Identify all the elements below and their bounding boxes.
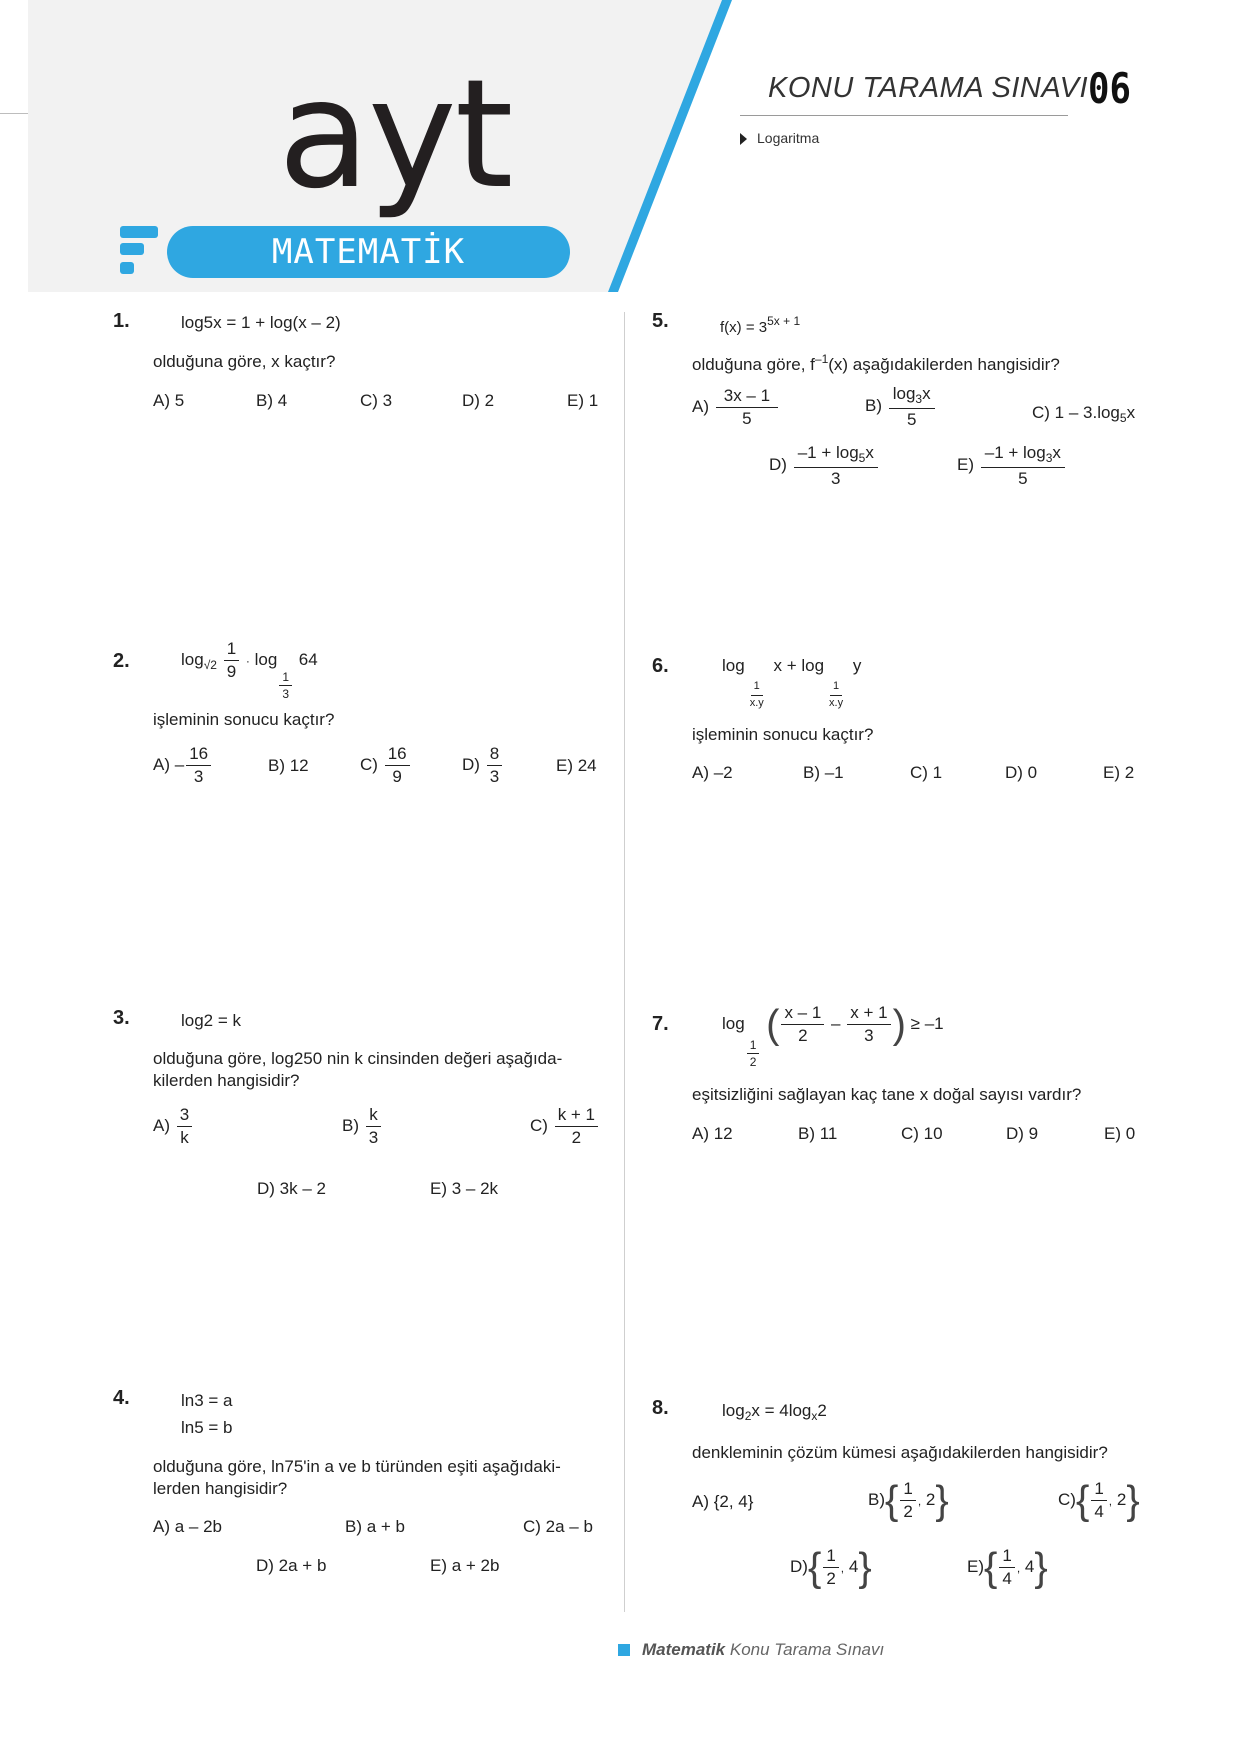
question-3-text: olduğuna göre, log250 nin k cinsinden değeri aşağıda-kilerden hangisidir? xyxy=(153,1049,563,1090)
question-4-option-d[interactable]: D) 2a + b xyxy=(256,1556,327,1575)
question-4-option-c[interactable]: C) 2a – b xyxy=(523,1517,593,1536)
question-5-number: 5. xyxy=(652,310,669,332)
question-7-number: 7. xyxy=(652,1013,669,1035)
question-6-text: işleminin sonucu kaçtır? xyxy=(692,725,874,744)
question-7-expression: log $\frac{1}{2}$ ( $\frac{x - 1}{2}$ – $\frac{x + 1}{3}$ ) ≥ –1 xyxy=(722,1002,944,1070)
brand-logo: ayt xyxy=(278,48,512,222)
question-2-option-c[interactable]: C) $\frac{16}{9}$ xyxy=(360,745,412,786)
question-1-number: 1. xyxy=(113,310,130,332)
question-6-option-b[interactable]: B) –1 xyxy=(803,763,844,782)
question-6-option-e[interactable]: E) 2 xyxy=(1103,763,1135,782)
question-4-text: olduğuna göre, ln75'in a ve b türünden eşiti aşağıdaki-lerden hangisidir? xyxy=(153,1457,561,1498)
question-2-number: 2. xyxy=(113,650,130,672)
question-8-option-e[interactable]: E){ $\frac{1}{4}$ , 4} xyxy=(967,1545,1048,1590)
question-8-option-b[interactable]: B){ $\frac{1}{2}$ , 2} xyxy=(868,1478,949,1523)
question-5-option-b[interactable]: B) $\frac{\log_3x}{5}$ xyxy=(865,385,937,428)
footer-text: Matematik Konu Tarama Sınavı xyxy=(642,1640,885,1659)
question-1-text: olduğuna göre, x kaçtır? xyxy=(153,352,336,371)
question-5-option-c[interactable]: C) $1 - 3.\log_5x$ xyxy=(1032,403,1136,425)
question-4-option-a[interactable]: A) a – 2b xyxy=(153,1517,222,1536)
question-6-number: 6. xyxy=(652,655,669,677)
question-3-option-d[interactable]: D) 3k – 2 xyxy=(257,1179,326,1198)
question-2-option-b[interactable]: B) 12 xyxy=(268,756,309,775)
question-3-given: log2 = k xyxy=(181,1011,242,1030)
question-1-option-e[interactable]: E) 1 xyxy=(567,391,599,410)
question-2-option-e[interactable]: E) 24 xyxy=(556,756,597,775)
question-8-option-a[interactable]: A) {2, 4} xyxy=(692,1492,754,1511)
question-6-option-c[interactable]: C) 1 xyxy=(910,763,943,782)
question-3-option-c[interactable]: C) $\frac{k + 1}{2}$ xyxy=(530,1106,600,1147)
question-5-text: olduğuna göre, $f^{-1}(x)$ aşağıdakilerden hangisidir? xyxy=(692,352,1060,374)
question-2-expression: $\log_{√2}$ $\frac{1}{9}$ · log $\frac{1}{3}$ 64 xyxy=(181,639,318,702)
question-4-option-e[interactable]: E) a + 2b xyxy=(430,1556,500,1575)
question-2-text: işleminin sonucu kaçtır? xyxy=(153,710,335,729)
question-1-given: log5x = 1 + log(x – 2) xyxy=(181,313,341,332)
question-2-option-d[interactable]: D) $\frac{8}{3}$ xyxy=(462,745,504,786)
question-4-given-1: ln3 = a xyxy=(181,1391,233,1410)
series-title-underline xyxy=(740,115,1068,116)
question-7-option-b[interactable]: B) 11 xyxy=(798,1124,838,1143)
question-2-option-a[interactable]: A) – $\frac{16}{3}$ xyxy=(153,745,213,786)
question-6-option-a[interactable]: A) –2 xyxy=(692,763,733,782)
footer-square-icon xyxy=(618,1644,630,1656)
question-5-option-e[interactable]: E) $\frac{-1 + \log_3x}{5}$ xyxy=(957,444,1067,487)
question-3-number: 3. xyxy=(113,1007,130,1029)
question-8-option-c[interactable]: C){ $\frac{1}{4}$ , 2} xyxy=(1058,1478,1140,1523)
subject-badge: MATEMATİK xyxy=(167,226,570,278)
question-3-option-b[interactable]: B) $\frac{k}{3}$ xyxy=(342,1106,383,1147)
question-7-option-a[interactable]: A) 12 xyxy=(692,1124,733,1143)
question-1-option-a[interactable]: A) 5 xyxy=(153,391,185,410)
column-divider xyxy=(624,312,625,1612)
question-4-option-b[interactable]: B) a + b xyxy=(345,1517,406,1536)
question-4-given-2: ln5 = b xyxy=(181,1418,233,1437)
question-5-given: $f(x) = 3^{5x + 1}$ xyxy=(720,314,801,336)
question-3-option-e[interactable]: E) 3 – 2k xyxy=(430,1179,499,1198)
question-8-expression: $\log_2x = 4\log_x2$ xyxy=(722,1401,827,1423)
question-1-option-c[interactable]: C) 3 xyxy=(360,391,393,410)
topic-label: Logaritma xyxy=(740,130,819,146)
question-6-expression: log $\frac{1}{x.y}$ x + log $\frac{1}{x.y}$ y xyxy=(722,656,862,709)
question-7-option-d[interactable]: D) 9 xyxy=(1006,1124,1039,1143)
question-8-option-d[interactable]: D){ $\frac{1}{2}$ , 4} xyxy=(790,1545,872,1590)
question-5-option-a[interactable]: A) $\frac{3x - 1}{5}$ xyxy=(692,387,780,428)
play-triangle-icon xyxy=(740,133,747,145)
question-7-option-e[interactable]: E) 0 xyxy=(1104,1124,1136,1143)
series-title: KONU TARAMA SINAVI xyxy=(768,72,1088,104)
question-3-option-a[interactable]: A) $\frac{3}{k}$ xyxy=(153,1106,194,1147)
question-8-text: denkleminin çözüm kümesi aşağıdakilerden hangisidir? xyxy=(692,1443,1108,1462)
question-8-number: 8. xyxy=(652,1397,669,1419)
question-5-option-d[interactable]: D) $\frac{-1 + \log_5x}{3}$ xyxy=(769,444,880,487)
question-4-number: 4. xyxy=(113,1387,130,1409)
question-7-option-c[interactable]: C) 10 xyxy=(901,1124,943,1143)
question-1-option-d[interactable]: D) 2 xyxy=(462,391,495,410)
question-7-text: eşitsizliğini sağlayan kaç tane x doğal sayısı vardır? xyxy=(692,1085,1082,1104)
series-number: 06 xyxy=(1088,64,1131,113)
question-6-option-d[interactable]: D) 0 xyxy=(1005,763,1038,782)
question-1-option-b[interactable]: B) 4 xyxy=(256,391,288,410)
